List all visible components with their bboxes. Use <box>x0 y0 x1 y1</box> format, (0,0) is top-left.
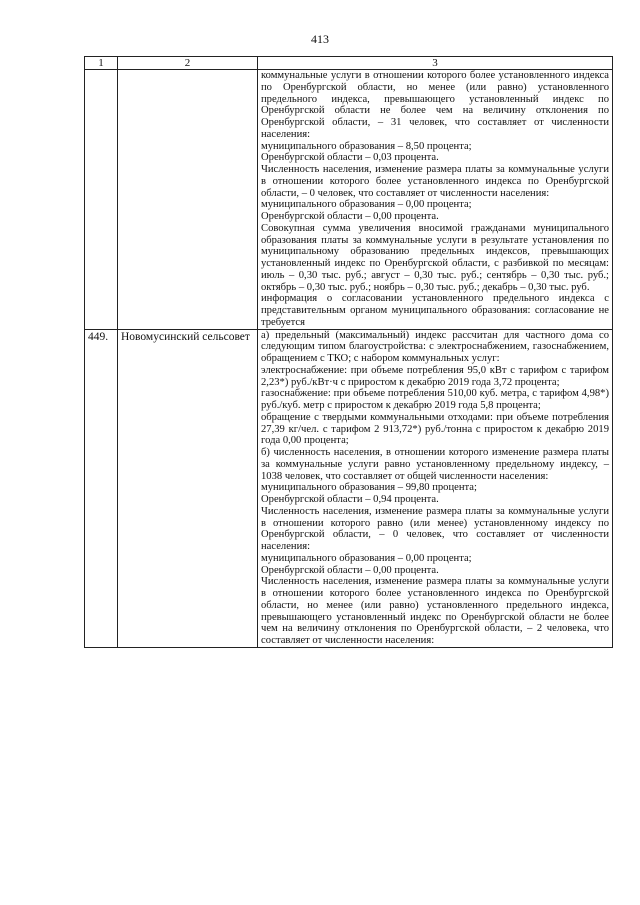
table-row <box>85 70 613 330</box>
column-header-1: 1 <box>85 57 118 70</box>
description-paragraph: муниципального образования – 8,50 процента; <box>261 140 472 152</box>
description-cell <box>258 329 613 647</box>
description-paragraph: а) предельный (максимальный) индекс рассчитан для частного дома со следующим типом благоустройства: с электроснабжением, газоснабжением, обращением с ТКО; с набором коммунальных услуг: <box>261 329 609 364</box>
municipality-name <box>118 70 258 330</box>
municipality-name: Новомусинский сельсовет <box>118 329 258 647</box>
description-paragraph: обращение с твердыми коммунальными отходами: при объеме потребления 27,39 кг/чел. с тарифом 2 913,72*) руб./тонна с приростом к декабрю 2019 года 0,00 процента; <box>261 411 609 447</box>
description-paragraph: Оренбургской области – 0,00 процента. <box>261 211 439 222</box>
description-paragraph: б) численность населения, в отношении которого изменение размера платы за коммунальные услуги равно установленному предельному индексу, – 1038 человек, что составляет от общей численности населения: <box>261 447 609 482</box>
description-paragraph: коммунальные услуги в отношении которого более установленного индекса по Оренбургской области, но менее (или равно) установленного предельного индекса, превышающего установленный индекс по Оренбургской области не более чем на величину отклонения по Оренбургской области, – 31 человек, что составляет от численности населения: <box>261 70 609 140</box>
description-paragraph: муниципального образования – 0,00 процента; <box>261 552 472 564</box>
table-header-row <box>85 57 613 70</box>
description-paragraph: газоснабжение: при объеме потребления 510,00 куб. метра, с тарифом 4,98*) руб./куб. метр с приростом к декабрю 2019 года 5,8 процента; <box>261 388 609 411</box>
description-paragraph: Оренбургской области – 0,00 процента. <box>261 564 439 576</box>
description-paragraph: Численность населения, изменение размера платы за коммунальные услуги в отношении которого более установленного индекса по Оренбургской области, но менее (или равно) установленного предельного индекса, превышающего установленный индекс по Оренбургской области не более чем на величину отклонения по Оренбургской области, – 2 человека, что составляет от численности населения: <box>261 576 609 646</box>
description-paragraph: Численность населения, изменение размера платы за коммунальные услуги в отношении которого равно (или менее) установленному индексу по Оренбургской области, – 0 человек, что составляет от численности населения: <box>261 505 609 552</box>
data-table <box>84 56 613 648</box>
description-cell <box>258 70 613 330</box>
row-number: 449. <box>85 329 118 647</box>
description-paragraph: Совокупная сумма увеличения вносимой гражданами муниципального образования платы за коммунальные услуги в результате установления по муниципальному образованию предельных индексов, превышающих установленный индекс по Оренбургской области, с разбивкой по месяцам: июль – 0,30 тыс. руб.; август – 0,30 тыс. руб.; сентябрь – 0,30 тыс. руб.; октябрь – 0,30 тыс. руб.; ноябрь – 0,30 тыс. руб.; декабрь – 0,30 тыс. руб. <box>261 222 609 293</box>
description-paragraph: Численность населения, изменение размера платы за коммунальные услуги в отношении которого более установленного индекса по Оренбургской области, – 0 человек, что составляет от численности населения: <box>261 164 609 199</box>
table-row <box>85 329 613 647</box>
description-paragraph: Оренбургской области – 0,03 процента. <box>261 152 439 164</box>
column-header-2: 2 <box>118 57 258 70</box>
page-number: 413 <box>311 32 329 46</box>
description-paragraph: муниципального образования – 0,00 процента; <box>261 199 472 211</box>
description-paragraph: электроснабжение: при объеме потребления 95,0 кВт с тарифом с тарифом 2,23*) руб./кВт·ч с приростом к декабрю 2019 года 3,72 процента; <box>261 364 609 388</box>
description-paragraph: муниципального образования – 99,80 процента; <box>261 482 477 494</box>
row-number <box>85 70 118 330</box>
description-paragraph: Оренбургской области – 0,94 процента. <box>261 494 439 505</box>
description-paragraph: информация о согласовании установленного предельного индекса с представительным органом муниципального образования: согласование не требуется <box>261 293 609 328</box>
column-header-3: 3 <box>258 57 613 70</box>
